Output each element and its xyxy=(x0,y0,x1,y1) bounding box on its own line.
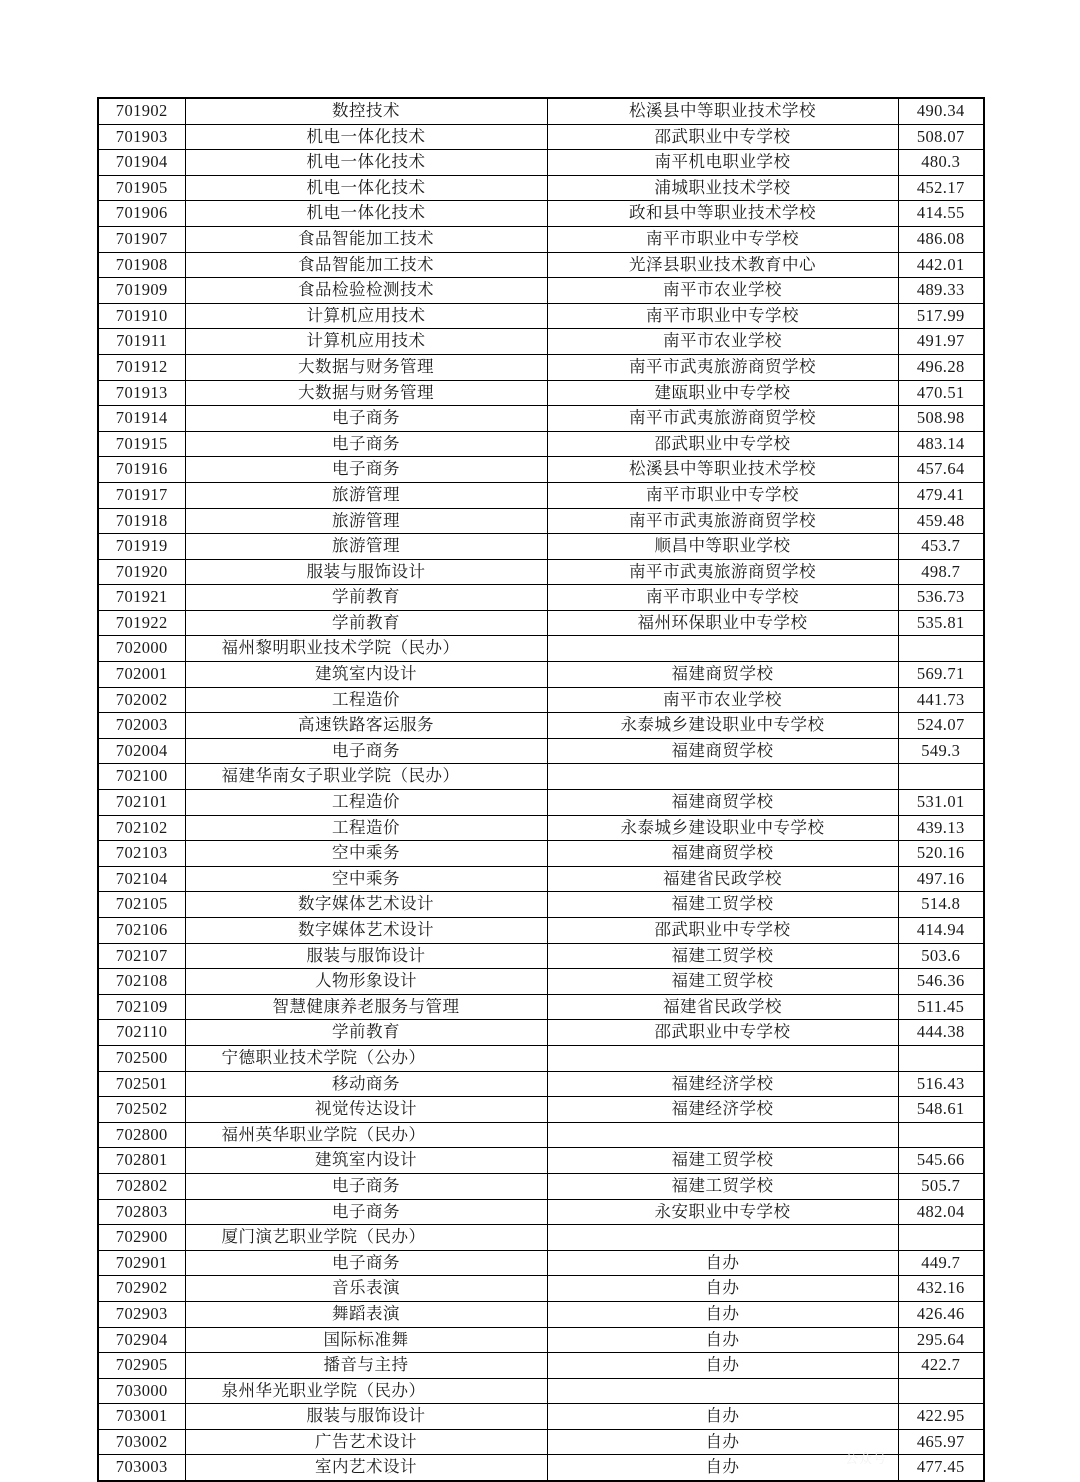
cell-major-name: 国际标准舞 xyxy=(185,1327,547,1353)
cell-major-name: 广告艺术设计 xyxy=(185,1429,547,1455)
cell-partner-school: 福建工贸学校 xyxy=(547,1148,898,1174)
table-row xyxy=(98,252,984,278)
cell-code: 702801 xyxy=(98,1148,185,1174)
cell-partner-school: 福州环保职业中专学校 xyxy=(547,610,898,636)
cell-score: 477.45 xyxy=(898,1455,984,1481)
cell-partner-school: 福建工贸学校 xyxy=(547,1173,898,1199)
cell-score: 498.7 xyxy=(898,559,984,585)
table-row xyxy=(98,329,984,355)
cell-partner-school: 福建商贸学校 xyxy=(547,790,898,816)
cell-code: 702901 xyxy=(98,1250,185,1276)
cell-code: 701907 xyxy=(98,226,185,252)
cell-score: 414.94 xyxy=(898,918,984,944)
cell-code: 702903 xyxy=(98,1301,185,1327)
cell-code: 702100 xyxy=(98,764,185,790)
table-row xyxy=(98,303,984,329)
cell-code: 702904 xyxy=(98,1327,185,1353)
cell-major-name: 服装与服饰设计 xyxy=(185,943,547,969)
cell-score: 531.01 xyxy=(898,790,984,816)
cell-major-name: 人物形象设计 xyxy=(185,969,547,995)
cell-major-name: 机电一体化技术 xyxy=(185,124,547,150)
cell-partner-school: 邵武职业中专学校 xyxy=(547,431,898,457)
cell-partner-school: 松溪县中等职业技术学校 xyxy=(547,98,898,124)
table-row xyxy=(98,406,984,432)
table-row xyxy=(98,201,984,227)
cell-code: 702103 xyxy=(98,841,185,867)
table-row xyxy=(98,585,984,611)
institution-header-row xyxy=(98,1225,984,1251)
cell-score: 426.46 xyxy=(898,1301,984,1327)
cell-score: 535.81 xyxy=(898,610,984,636)
cell-code: 702104 xyxy=(98,866,185,892)
cell-partner-school: 南平市职业中专学校 xyxy=(547,303,898,329)
table-row xyxy=(98,1071,984,1097)
cell-code: 703002 xyxy=(98,1429,185,1455)
table-row xyxy=(98,790,984,816)
cell-partner-school: 南平市职业中专学校 xyxy=(547,482,898,508)
cell-score: 514.8 xyxy=(898,892,984,918)
cell-code: 701909 xyxy=(98,278,185,304)
cell-score xyxy=(898,1045,984,1071)
cell-score: 536.73 xyxy=(898,585,984,611)
cell-major-name: 数字媒体艺术设计 xyxy=(185,892,547,918)
cell-major-name: 电子商务 xyxy=(185,431,547,457)
cell-partner-school: 福建省民政学校 xyxy=(547,866,898,892)
cell-major-name: 学前教育 xyxy=(185,610,547,636)
cell-major-name: 电子商务 xyxy=(185,738,547,764)
cell-major-name: 大数据与财务管理 xyxy=(185,354,547,380)
cell-code: 702109 xyxy=(98,994,185,1020)
cell-partner-school: 光泽县职业技术教育中心 xyxy=(547,252,898,278)
cell-major-name: 电子商务 xyxy=(185,406,547,432)
cell-score: 470.51 xyxy=(898,380,984,406)
cell-partner-school: 自办 xyxy=(547,1455,898,1481)
table-row xyxy=(98,892,984,918)
cell-major-name: 移动商务 xyxy=(185,1071,547,1097)
cell-code: 702802 xyxy=(98,1173,185,1199)
cell-score: 496.28 xyxy=(898,354,984,380)
cell-major-name: 智慧健康养老服务与管理 xyxy=(185,994,547,1020)
cell-code: 703000 xyxy=(98,1378,185,1404)
cell-code: 702002 xyxy=(98,687,185,713)
cell-partner-school: 自办 xyxy=(547,1301,898,1327)
cell-partner-school: 南平市武夷旅游商贸学校 xyxy=(547,559,898,585)
cell-major-name: 学前教育 xyxy=(185,1020,547,1046)
table-row xyxy=(98,918,984,944)
table-row xyxy=(98,1148,984,1174)
cell-score: 480.3 xyxy=(898,150,984,176)
table-row xyxy=(98,457,984,483)
cell-score: 569.71 xyxy=(898,662,984,688)
cell-major-name: 工程造价 xyxy=(185,815,547,841)
cell-major-name: 学前教育 xyxy=(185,585,547,611)
cell-score: 453.7 xyxy=(898,534,984,560)
cell-code: 702004 xyxy=(98,738,185,764)
cell-score: 452.17 xyxy=(898,175,984,201)
cell-major-name: 机电一体化技术 xyxy=(185,150,547,176)
cell-major-name: 空中乘务 xyxy=(185,841,547,867)
cell-partner-school: 南平市农业学校 xyxy=(547,329,898,355)
cell-code: 701906 xyxy=(98,201,185,227)
table-row xyxy=(98,969,984,995)
institution-header-row xyxy=(98,1122,984,1148)
cell-code: 701903 xyxy=(98,124,185,150)
table-row xyxy=(98,1199,984,1225)
table-row xyxy=(98,687,984,713)
cell-partner-school: 福建经济学校 xyxy=(547,1097,898,1123)
cell-score: 295.64 xyxy=(898,1327,984,1353)
cell-score xyxy=(898,764,984,790)
cell-major-name: 机电一体化技术 xyxy=(185,201,547,227)
cell-major-name: 音乐表演 xyxy=(185,1276,547,1302)
cell-code: 701916 xyxy=(98,457,185,483)
table-row xyxy=(98,815,984,841)
cell-code: 702003 xyxy=(98,713,185,739)
cell-code: 702108 xyxy=(98,969,185,995)
table-row xyxy=(98,1276,984,1302)
cell-score: 497.16 xyxy=(898,866,984,892)
cell-partner-school: 南平市农业学校 xyxy=(547,687,898,713)
cell-code: 701902 xyxy=(98,98,185,124)
cell-major-name: 服装与服饰设计 xyxy=(185,1404,547,1430)
cell-score: 457.64 xyxy=(898,457,984,483)
cell-code: 701904 xyxy=(98,150,185,176)
table-row xyxy=(98,1173,984,1199)
table-row xyxy=(98,431,984,457)
cell-score xyxy=(898,1225,984,1251)
cell-code: 701918 xyxy=(98,508,185,534)
cell-score: 508.98 xyxy=(898,406,984,432)
cell-code: 701921 xyxy=(98,585,185,611)
cell-partner-school: 南平市职业中专学校 xyxy=(547,226,898,252)
cell-partner-school: 自办 xyxy=(547,1327,898,1353)
table-row xyxy=(98,1404,984,1430)
cell-major-name: 计算机应用技术 xyxy=(185,303,547,329)
table-row xyxy=(98,1301,984,1327)
table-row xyxy=(98,610,984,636)
cell-partner-school: 顺昌中等职业学校 xyxy=(547,534,898,560)
cell-partner-school xyxy=(547,1122,898,1148)
table-row xyxy=(98,1327,984,1353)
cell-institution-name: 福州黎明职业技术学院（民办） xyxy=(185,636,547,662)
cell-partner-school: 南平市武夷旅游商贸学校 xyxy=(547,406,898,432)
cell-code: 701908 xyxy=(98,252,185,278)
cell-partner-school: 邵武职业中专学校 xyxy=(547,918,898,944)
cell-code: 702501 xyxy=(98,1071,185,1097)
table-row xyxy=(98,380,984,406)
cell-institution-name: 厦门演艺职业学院（民办） xyxy=(185,1225,547,1251)
cell-score xyxy=(898,1378,984,1404)
cell-code: 701913 xyxy=(98,380,185,406)
cell-major-name: 建筑室内设计 xyxy=(185,1148,547,1174)
table-row xyxy=(98,841,984,867)
table-row xyxy=(98,943,984,969)
table-row xyxy=(98,354,984,380)
cell-major-name: 播音与主持 xyxy=(185,1353,547,1379)
cell-partner-school: 福建商贸学校 xyxy=(547,841,898,867)
cell-partner-school: 南平市武夷旅游商贸学校 xyxy=(547,508,898,534)
cell-major-name: 旅游管理 xyxy=(185,508,547,534)
cell-major-name: 工程造价 xyxy=(185,790,547,816)
cell-score: 486.08 xyxy=(898,226,984,252)
table-row xyxy=(98,738,984,764)
cell-partner-school: 福建省民政学校 xyxy=(547,994,898,1020)
cell-score: 465.97 xyxy=(898,1429,984,1455)
cell-major-name: 电子商务 xyxy=(185,457,547,483)
cell-major-name: 服装与服饰设计 xyxy=(185,559,547,585)
page-watermark: 公众号 xyxy=(845,1451,888,1466)
cell-partner-school: 福建工贸学校 xyxy=(547,969,898,995)
cell-major-name: 食品检验检测技术 xyxy=(185,278,547,304)
cell-score: 491.97 xyxy=(898,329,984,355)
cell-partner-school: 邵武职业中专学校 xyxy=(547,1020,898,1046)
cell-code: 702500 xyxy=(98,1045,185,1071)
cell-score xyxy=(898,636,984,662)
cell-major-name: 电子商务 xyxy=(185,1250,547,1276)
cell-code: 702110 xyxy=(98,1020,185,1046)
cell-score: 508.07 xyxy=(898,124,984,150)
table-row xyxy=(98,175,984,201)
cell-score: 441.73 xyxy=(898,687,984,713)
cell-partner-school: 建瓯职业中专学校 xyxy=(547,380,898,406)
institution-header-row xyxy=(98,1378,984,1404)
cell-institution-name: 福州英华职业学院（民办） xyxy=(185,1122,547,1148)
cell-partner-school xyxy=(547,1378,898,1404)
cell-score: 549.3 xyxy=(898,738,984,764)
cell-partner-school: 南平市武夷旅游商贸学校 xyxy=(547,354,898,380)
institution-header-row xyxy=(98,636,984,662)
cell-score: 432.16 xyxy=(898,1276,984,1302)
cell-score: 490.34 xyxy=(898,98,984,124)
table-row xyxy=(98,98,984,124)
cell-code: 702105 xyxy=(98,892,185,918)
cell-partner-school: 福建工贸学校 xyxy=(547,892,898,918)
table-row xyxy=(98,482,984,508)
cell-partner-school xyxy=(547,1045,898,1071)
cell-score: 520.16 xyxy=(898,841,984,867)
cell-institution-name: 宁德职业技术学院（公办） xyxy=(185,1045,547,1071)
admission-score-table xyxy=(97,97,985,1482)
cell-partner-school: 自办 xyxy=(547,1404,898,1430)
cell-score: 483.14 xyxy=(898,431,984,457)
table-row xyxy=(98,508,984,534)
cell-partner-school: 浦城职业技术学校 xyxy=(547,175,898,201)
cell-partner-school: 福建经济学校 xyxy=(547,1071,898,1097)
cell-score: 422.7 xyxy=(898,1353,984,1379)
cell-code: 702000 xyxy=(98,636,185,662)
cell-code: 701911 xyxy=(98,329,185,355)
cell-partner-school: 永安职业中专学校 xyxy=(547,1199,898,1225)
institution-header-row xyxy=(98,1045,984,1071)
cell-code: 702900 xyxy=(98,1225,185,1251)
cell-code: 702001 xyxy=(98,662,185,688)
cell-code: 701917 xyxy=(98,482,185,508)
table-body xyxy=(98,98,984,1481)
cell-major-name: 旅游管理 xyxy=(185,534,547,560)
cell-score: 482.04 xyxy=(898,1199,984,1225)
cell-score: 439.13 xyxy=(898,815,984,841)
table-row xyxy=(98,278,984,304)
cell-partner-school: 南平市职业中专学校 xyxy=(547,585,898,611)
cell-code: 702102 xyxy=(98,815,185,841)
cell-code: 701919 xyxy=(98,534,185,560)
cell-score: 489.33 xyxy=(898,278,984,304)
cell-code: 702902 xyxy=(98,1276,185,1302)
cell-major-name: 数字媒体艺术设计 xyxy=(185,918,547,944)
cell-score: 449.7 xyxy=(898,1250,984,1276)
cell-partner-school xyxy=(547,1225,898,1251)
cell-code: 703003 xyxy=(98,1455,185,1481)
cell-partner-school xyxy=(547,636,898,662)
cell-code: 702107 xyxy=(98,943,185,969)
cell-code: 702106 xyxy=(98,918,185,944)
table-row xyxy=(98,994,984,1020)
cell-score xyxy=(898,1122,984,1148)
cell-score: 503.6 xyxy=(898,943,984,969)
cell-score: 444.38 xyxy=(898,1020,984,1046)
cell-score: 511.45 xyxy=(898,994,984,1020)
cell-partner-school: 自办 xyxy=(547,1429,898,1455)
cell-partner-school: 福建商贸学校 xyxy=(547,738,898,764)
cell-score: 505.7 xyxy=(898,1173,984,1199)
cell-code: 702800 xyxy=(98,1122,185,1148)
cell-partner-school: 永泰城乡建设职业中专学校 xyxy=(547,713,898,739)
cell-major-name: 食品智能加工技术 xyxy=(185,252,547,278)
cell-partner-school: 福建工贸学校 xyxy=(547,943,898,969)
cell-major-name: 空中乘务 xyxy=(185,866,547,892)
cell-score: 414.55 xyxy=(898,201,984,227)
cell-code: 701914 xyxy=(98,406,185,432)
cell-major-name: 视觉传达设计 xyxy=(185,1097,547,1123)
cell-major-name: 电子商务 xyxy=(185,1199,547,1225)
institution-header-row xyxy=(98,764,984,790)
cell-code: 703001 xyxy=(98,1404,185,1430)
cell-major-name: 高速铁路客运服务 xyxy=(185,713,547,739)
cell-major-name: 数控技术 xyxy=(185,98,547,124)
admission-table-container xyxy=(97,97,983,1482)
cell-major-name: 电子商务 xyxy=(185,1173,547,1199)
cell-partner-school: 自办 xyxy=(547,1250,898,1276)
cell-major-name: 计算机应用技术 xyxy=(185,329,547,355)
cell-score: 546.36 xyxy=(898,969,984,995)
table-row xyxy=(98,1353,984,1379)
cell-code: 701910 xyxy=(98,303,185,329)
table-row xyxy=(98,866,984,892)
cell-partner-school: 邵武职业中专学校 xyxy=(547,124,898,150)
table-row xyxy=(98,1250,984,1276)
cell-score: 548.61 xyxy=(898,1097,984,1123)
cell-score: 479.41 xyxy=(898,482,984,508)
table-row xyxy=(98,226,984,252)
cell-code: 702101 xyxy=(98,790,185,816)
cell-code: 701912 xyxy=(98,354,185,380)
cell-major-name: 旅游管理 xyxy=(185,482,547,508)
cell-institution-name: 福建华南女子职业学院（民办） xyxy=(185,764,547,790)
cell-major-name: 大数据与财务管理 xyxy=(185,380,547,406)
table-row xyxy=(98,534,984,560)
table-row xyxy=(98,124,984,150)
cell-partner-school xyxy=(547,764,898,790)
table-row xyxy=(98,662,984,688)
cell-score: 517.99 xyxy=(898,303,984,329)
cell-score: 442.01 xyxy=(898,252,984,278)
table-row xyxy=(98,559,984,585)
cell-partner-school: 永泰城乡建设职业中专学校 xyxy=(547,815,898,841)
table-row xyxy=(98,713,984,739)
cell-major-name: 建筑室内设计 xyxy=(185,662,547,688)
cell-score: 516.43 xyxy=(898,1071,984,1097)
cell-partner-school: 自办 xyxy=(547,1353,898,1379)
cell-code: 701922 xyxy=(98,610,185,636)
cell-major-name: 舞蹈表演 xyxy=(185,1301,547,1327)
cell-code: 702803 xyxy=(98,1199,185,1225)
cell-code: 701905 xyxy=(98,175,185,201)
cell-major-name: 机电一体化技术 xyxy=(185,175,547,201)
cell-code: 701920 xyxy=(98,559,185,585)
cell-partner-school: 自办 xyxy=(547,1276,898,1302)
cell-partner-school: 福建商贸学校 xyxy=(547,662,898,688)
cell-partner-school: 松溪县中等职业技术学校 xyxy=(547,457,898,483)
table-row xyxy=(98,1020,984,1046)
cell-code: 701915 xyxy=(98,431,185,457)
cell-major-name: 食品智能加工技术 xyxy=(185,226,547,252)
cell-partner-school: 南平机电职业学校 xyxy=(547,150,898,176)
cell-score: 524.07 xyxy=(898,713,984,739)
cell-score: 459.48 xyxy=(898,508,984,534)
table-row xyxy=(98,1097,984,1123)
cell-code: 702502 xyxy=(98,1097,185,1123)
cell-score: 422.95 xyxy=(898,1404,984,1430)
table-row xyxy=(98,150,984,176)
cell-major-name: 室内艺术设计 xyxy=(185,1455,547,1481)
cell-major-name: 工程造价 xyxy=(185,687,547,713)
cell-institution-name: 泉州华光职业学院（民办） xyxy=(185,1378,547,1404)
cell-code: 702905 xyxy=(98,1353,185,1379)
cell-score: 545.66 xyxy=(898,1148,984,1174)
cell-partner-school: 南平市农业学校 xyxy=(547,278,898,304)
cell-partner-school: 政和县中等职业技术学校 xyxy=(547,201,898,227)
